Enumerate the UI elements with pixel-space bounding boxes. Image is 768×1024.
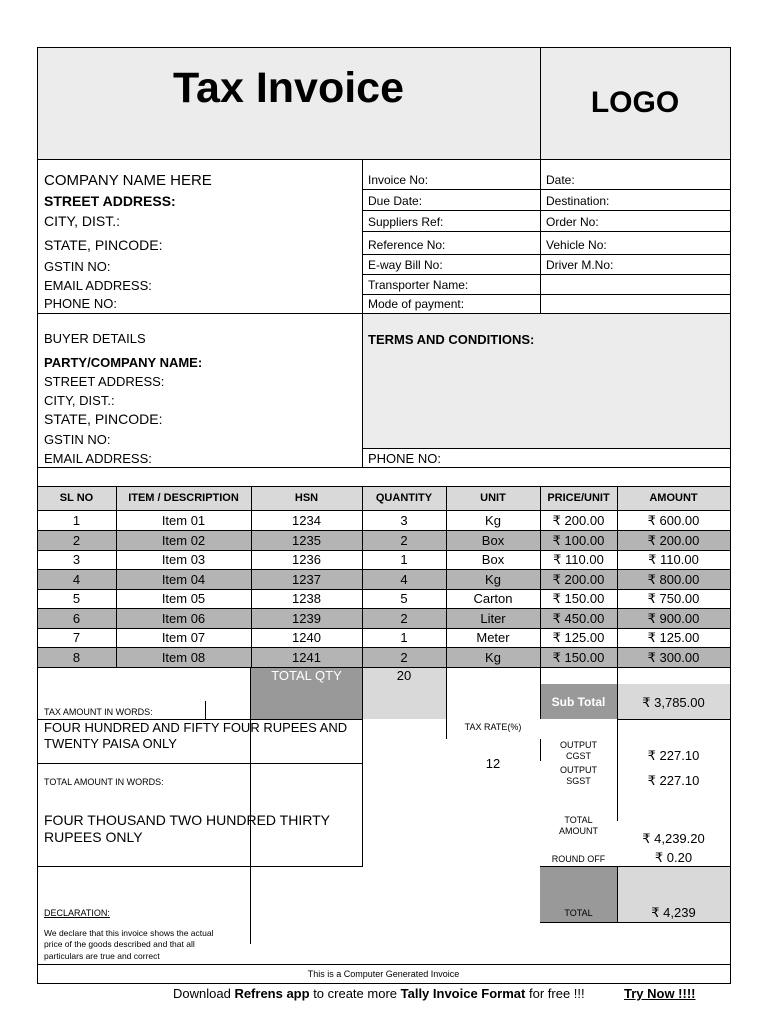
seller-state: STATE, PINCODE: <box>44 237 163 253</box>
table-cell-amount: ₹ 110.00 <box>648 552 699 567</box>
table-cell-item: Item 08 <box>161 649 206 665</box>
table-cell-item: Item 07 <box>161 630 206 645</box>
table-cell-price: ₹ 200.00 <box>552 571 605 587</box>
divider <box>205 701 206 719</box>
declaration-line2: price of the goods described and that all <box>44 939 195 949</box>
divider <box>617 667 618 719</box>
sub-total-value: ₹ 3,785.00 <box>642 695 705 710</box>
divider <box>362 231 731 232</box>
total-words-line2: RUPEES ONLY <box>44 829 143 845</box>
table-cell-price: ₹ 150.00 <box>552 591 605 606</box>
col-header-unit: UNIT <box>480 492 506 504</box>
table-cell-amount: ₹ 600.00 <box>647 513 700 528</box>
tax-rate-label: TAX RATE(%) <box>464 722 522 732</box>
seller-email: EMAIL ADDRESS: <box>44 278 152 293</box>
declaration-line1: We declare that this invoice shows the actual <box>44 928 214 938</box>
total-qty-label: TOTAL QTY <box>271 668 342 683</box>
table-cell-quantity: 2 <box>400 610 408 626</box>
table-cell-unit: Box <box>481 552 505 567</box>
seller-company-name: COMPANY NAME HERE <box>44 172 212 189</box>
suppliers-ref-label: Suppliers Ref: <box>368 215 444 229</box>
divider <box>37 159 731 160</box>
try-now-link[interactable]: Try Now !!!! <box>624 986 696 1001</box>
table-cell-sl-no: 2 <box>72 532 81 548</box>
table-cell-hsn: 1235 <box>292 532 321 548</box>
table-cell-price: ₹ 450.00 <box>552 610 605 626</box>
table-cell-item: Item 01 <box>161 513 206 528</box>
divider <box>362 189 731 190</box>
table-cell-sl-no: 3 <box>72 552 81 567</box>
table-cell-hsn: 1241 <box>292 649 321 665</box>
divider <box>362 159 363 468</box>
divider <box>37 313 731 314</box>
seller-city: CITY, DIST.: <box>44 213 120 229</box>
output-sgst-label-2: SGST <box>566 776 591 786</box>
divider <box>37 964 731 965</box>
table-cell-quantity: 5 <box>400 591 408 606</box>
driver-mno-label: Driver M.No: <box>546 258 614 272</box>
divider <box>617 719 731 720</box>
buyer-party: PARTY/COMPANY NAME: <box>44 355 203 370</box>
divider <box>37 510 731 511</box>
due-date-label: Due Date: <box>368 194 423 208</box>
table-cell-hsn: 1238 <box>292 591 321 606</box>
table-cell-quantity: 2 <box>400 649 408 665</box>
table-cell-unit: Kg <box>485 571 501 587</box>
invoice-no-label: Invoice No: <box>368 173 429 187</box>
divider <box>250 667 251 944</box>
divider <box>37 550 731 551</box>
divider <box>37 569 731 570</box>
tax-rate-value: 12 <box>485 756 501 771</box>
divider <box>37 763 362 764</box>
divider <box>362 448 731 449</box>
buyer-gstin: GSTIN NO: <box>44 432 111 447</box>
table-cell-amount: ₹ 125.00 <box>647 630 700 645</box>
table-cell-unit: Kg <box>485 513 501 528</box>
logo-placeholder: LOGO <box>590 86 680 119</box>
col-header-item: ITEM / DESCRIPTION <box>128 492 239 504</box>
output-sgst-value: ₹ 227.10 <box>647 773 700 788</box>
col-header-amount: AMOUNT <box>649 492 698 504</box>
divider <box>37 866 362 867</box>
table-cell-price: ₹ 100.00 <box>552 532 605 548</box>
divider <box>540 922 731 923</box>
table-cell-amount: ₹ 200.00 <box>647 532 700 548</box>
computer-generated-note: This is a Computer Generated Invoice <box>307 969 460 979</box>
table-cell-item: Item 04 <box>161 571 206 587</box>
table-cell-item: Item 05 <box>161 591 206 606</box>
table-cell-sl-no: 6 <box>72 610 81 626</box>
table-cell-item: Item 06 <box>161 610 206 626</box>
table-cell-quantity: 4 <box>400 571 408 587</box>
buyer-email: EMAIL ADDRESS: <box>44 451 152 466</box>
total-amount-label-2: AMOUNT <box>559 826 598 836</box>
grand-total-value: ₹ 4,239 <box>651 905 696 920</box>
table-cell-hsn: 1240 <box>292 630 321 645</box>
divider <box>37 647 731 648</box>
seller-phone: PHONE NO: <box>44 296 117 311</box>
terms-phone: PHONE NO: <box>368 451 441 466</box>
table-cell-amount: ₹ 800.00 <box>647 571 700 587</box>
tax-words-line1: FOUR HUNDRED AND FIFTY FOUR RUPEES AND <box>44 720 348 735</box>
table-cell-price: ₹ 110.00 <box>553 552 604 567</box>
round-off-label: ROUND OFF <box>551 854 606 864</box>
promo-line <box>173 987 585 1000</box>
table-cell-quantity: 1 <box>400 552 408 567</box>
divider <box>362 254 731 255</box>
declaration-heading: DECLARATION: <box>44 908 110 918</box>
divider <box>37 486 731 487</box>
table-cell-hsn: 1239 <box>292 610 321 626</box>
divider <box>37 589 731 590</box>
output-cgst-label-2: CGST <box>565 751 591 761</box>
terms-heading: TERMS AND CONDITIONS: <box>368 332 535 347</box>
buyer-heading: BUYER DETAILS <box>44 331 146 346</box>
declaration-line3: particulars are true and correct <box>44 951 160 961</box>
table-cell-item: Item 03 <box>161 552 206 567</box>
divider <box>362 294 731 295</box>
transporter-label: Transporter Name: <box>368 278 469 292</box>
table-cell-quantity: 1 <box>400 630 408 645</box>
table-cell-amount: ₹ 750.00 <box>647 591 700 606</box>
promo-text-5: for free !!! <box>525 986 585 1001</box>
total-amount-label-1: TOTAL <box>564 815 593 825</box>
table-cell-unit: Meter <box>476 630 510 645</box>
promo-text-1: Download <box>173 986 235 1001</box>
table-cell-amount: ₹ 300.00 <box>647 649 700 665</box>
table-cell-price: ₹ 200.00 <box>552 513 605 528</box>
reference-no-label: Reference No: <box>368 238 446 252</box>
table-cell-quantity: 2 <box>400 532 408 548</box>
table-cell-unit: Box <box>481 532 505 548</box>
order-no-label: Order No: <box>546 215 599 229</box>
table-cell-sl-no: 8 <box>72 649 81 665</box>
total-amount-value: ₹ 4,239.20 <box>642 831 705 846</box>
table-cell-sl-no: 4 <box>72 571 81 587</box>
table-cell-sl-no: 1 <box>72 513 81 528</box>
output-sgst-label-1: OUTPUT <box>560 765 597 775</box>
divider <box>362 667 363 867</box>
round-off-value: ₹ 0.20 <box>654 850 693 865</box>
divider <box>37 667 731 668</box>
eway-bill-label: E-way Bill No: <box>368 258 443 272</box>
destination-label: Destination: <box>546 194 610 208</box>
total-qty-value: 20 <box>396 668 412 683</box>
divider <box>362 210 731 211</box>
table-cell-hsn: 1236 <box>292 552 321 567</box>
seller-street: STREET ADDRESS: <box>44 193 176 209</box>
divider <box>37 608 731 609</box>
table-cell-amount: ₹ 900.00 <box>647 610 700 626</box>
output-cgst-label-1: OUTPUT <box>560 740 597 750</box>
table-cell-price: ₹ 125.00 <box>552 630 605 645</box>
divider <box>362 274 731 275</box>
grand-total-label: TOTAL <box>564 908 593 918</box>
col-header-hsn: HSN <box>294 492 319 504</box>
divider <box>37 467 731 468</box>
table-cell-hsn: 1234 <box>292 513 321 528</box>
table-cell-price: ₹ 150.00 <box>552 649 605 665</box>
col-header-sl-no: SL NO <box>59 492 94 504</box>
total-words-label: TOTAL AMOUNT IN WORDS: <box>44 777 164 787</box>
table-cell-quantity: 3 <box>400 513 408 528</box>
tally-format-link[interactable]: Tally Invoice Format <box>400 986 526 1001</box>
buyer-state: STATE, PINCODE: <box>44 411 163 427</box>
vehicle-no-label: Vehicle No: <box>546 238 607 252</box>
table-cell-unit: Kg <box>485 649 501 665</box>
seller-gstin: GSTIN NO: <box>44 259 111 274</box>
table-cell-hsn: 1237 <box>292 571 321 587</box>
divider <box>617 719 618 821</box>
promo-text-3: to create more <box>309 986 401 1001</box>
divider <box>540 667 541 719</box>
table-cell-sl-no: 5 <box>72 591 81 606</box>
tax-words-label: TAX AMOUNT IN WORDS: <box>44 707 153 717</box>
mode-payment-label: Mode of payment: <box>368 297 465 311</box>
divider <box>37 530 731 531</box>
invoice-title: Tax Invoice <box>172 64 405 112</box>
col-header-quantity: QUANTITY <box>375 492 433 504</box>
total-words-line1: FOUR THOUSAND TWO HUNDRED THIRTY <box>44 812 330 828</box>
tax-words-line2: TWENTY PAISA ONLY <box>44 736 177 751</box>
date-label: Date: <box>546 173 575 187</box>
output-cgst-value: ₹ 227.10 <box>647 748 700 763</box>
divider <box>540 866 731 867</box>
col-header-price: PRICE/UNIT <box>547 492 610 504</box>
refrens-app-link[interactable]: Refrens app <box>234 986 310 1001</box>
table-cell-unit: Carton <box>473 591 513 606</box>
table-cell-unit: Liter <box>480 610 506 626</box>
sub-total-label: Sub Total <box>551 695 606 709</box>
buyer-street: STREET ADDRESS: <box>44 374 165 389</box>
table-cell-sl-no: 7 <box>72 630 81 645</box>
table-cell-item: Item 02 <box>161 532 206 548</box>
buyer-city: CITY, DIST.: <box>44 393 115 408</box>
divider <box>37 628 731 629</box>
